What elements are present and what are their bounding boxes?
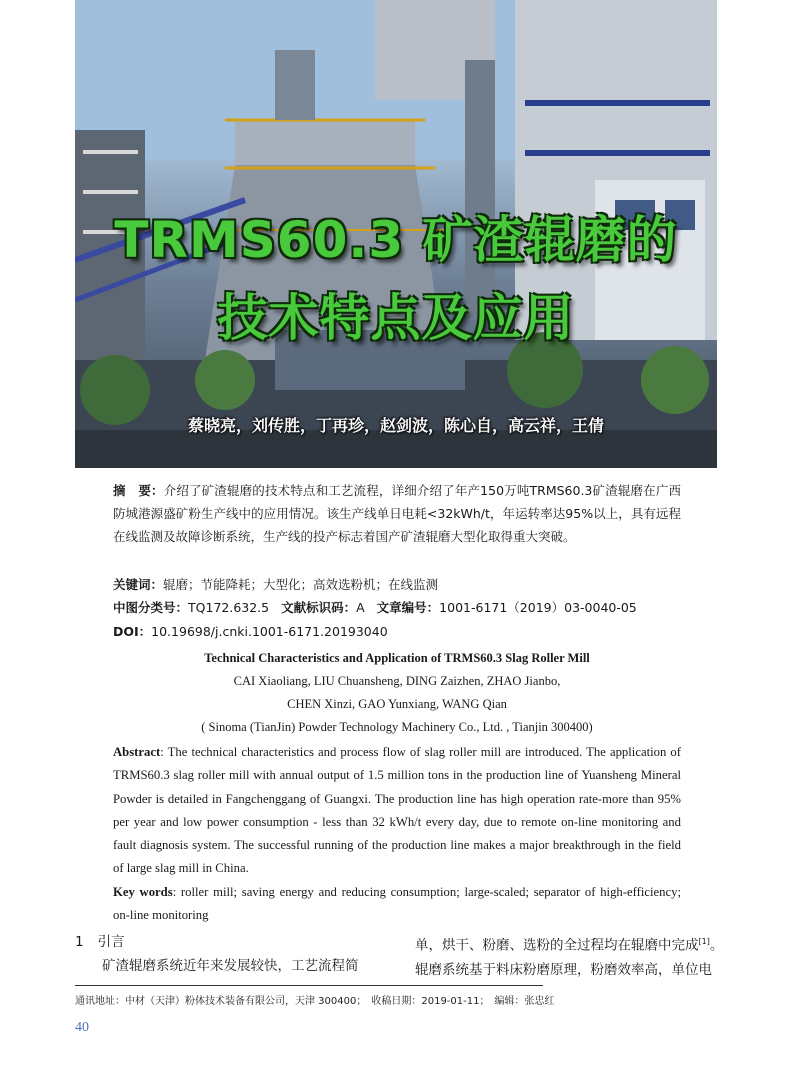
english-abstract-text: : The technical characteristics and process flow of slag roller mill are introduced. The application of TRMS60.3 slag roller mill with annual output of 1.5 million tons in the production line of Yuansheng Mineral Powder is detailed in Fangchenggang of Guangxi. The production line has high operation rate-more than 95% per year and low power consumption - less than 32 kWh/t every day, due to remote on-line monitoring and fault diagnosis system. The successful running of the production line makes a major breakthrough in the field of large slag mill in China.	[113, 745, 681, 876]
english-authors-line-1: CAI Xiaoliang, LIU Chuansheng, DING Zaizhen, ZHAO Jianbo,	[233, 674, 561, 688]
section-1-left-column	[75, 930, 385, 978]
page-number: 40	[75, 1020, 89, 1035]
footnote-rule	[75, 985, 543, 986]
english-keywords-label: Key words	[113, 885, 173, 899]
english-keywords	[113, 881, 681, 928]
right-line-1-end: 。	[709, 937, 724, 954]
title-line-1: TRMS60.3 矿渣辊磨的	[114, 211, 678, 269]
english-abstract	[113, 741, 681, 881]
footnote: 通讯地址：中材（天津）粉体技术装备有限公司，天津 300400； 收稿日期：2019-01-11； 编辑：张忠红	[75, 996, 555, 1007]
keywords-cn	[113, 573, 681, 596]
section-title: 引言	[97, 934, 125, 950]
classification-line	[113, 596, 681, 619]
section-1-right-column	[415, 930, 725, 982]
abstract-cn	[113, 479, 681, 548]
keywords-cn-text: 辊磨；节能降耗；大型化；高效选粉机；在线监测	[163, 577, 439, 592]
abstract-cn-label: 摘 要：	[113, 483, 164, 498]
keywords-cn-label: 关键词：	[113, 577, 164, 592]
article-number-label: 文章编号：	[376, 600, 440, 615]
section-number: 1	[75, 934, 84, 950]
authors-cn: 蔡晓亮，刘传胜，丁再珍，赵剑波，陈心自，高云祥，王倩	[187, 416, 604, 435]
english-authors-line-2: CHEN Xinzi, GAO Yunxiang, WANG Qian	[287, 697, 507, 711]
clc-label: 中图分类号：	[113, 600, 189, 615]
doi-line	[113, 620, 681, 643]
english-keywords-text: : roller mill; saving energy and reducing consumption; large-scaled; separator of high-efficiency; on-line monitoring	[113, 885, 681, 923]
english-affiliation: ( Sinoma (TianJin) Powder Technology Machinery Co., Ltd. , Tianjin 300400)	[201, 720, 593, 734]
doi-value: 10.19698/j.cnki.1001-6171.20193040	[151, 624, 388, 639]
doc-code-value: A	[356, 600, 365, 615]
doi-label: DOI：	[113, 624, 152, 639]
doc-code-label: 文献标识码：	[281, 600, 357, 615]
english-title: Technical Characteristics and Application of TRMS60.3 Slag Roller Mill	[204, 651, 590, 665]
right-line-1-text: 单，烘干、粉磨、选粉的全过程均在辊磨中完成	[415, 937, 699, 954]
clc-value: TQ172.632.5	[188, 600, 270, 615]
cover-photo	[75, 0, 717, 468]
citation-1: [1]	[698, 937, 710, 946]
english-abstract-label: Abstract	[113, 745, 161, 759]
section-1-heading	[75, 930, 385, 954]
abstract-cn-text: 介绍了矿渣辊磨的技术特点和工艺流程，详细介绍了年产150万吨TRMS60.3矿渣辊磨在广西防城港源盛矿粉生产线中的应用情况。该生产线单日电耗<32kWh/t，年运转率达95%以上，具有远程在线监测及故障诊断系统，生产线的投产标志着国产矿渣辊磨大型化取得重大突破。	[113, 483, 681, 544]
section-1-text-left: 矿渣辊磨系统近年来发展较快，工艺流程简	[102, 958, 359, 974]
title-line-2: 技术特点及应用	[217, 289, 575, 347]
article-number-value: 1001-6171（2019）03-0040-05	[439, 600, 637, 615]
section-1-text-right-line-2: 辊磨系统基于料床粉磨原理，粉磨效率高，单位电	[415, 961, 712, 978]
section-1-text-right-line-1	[415, 930, 725, 958]
